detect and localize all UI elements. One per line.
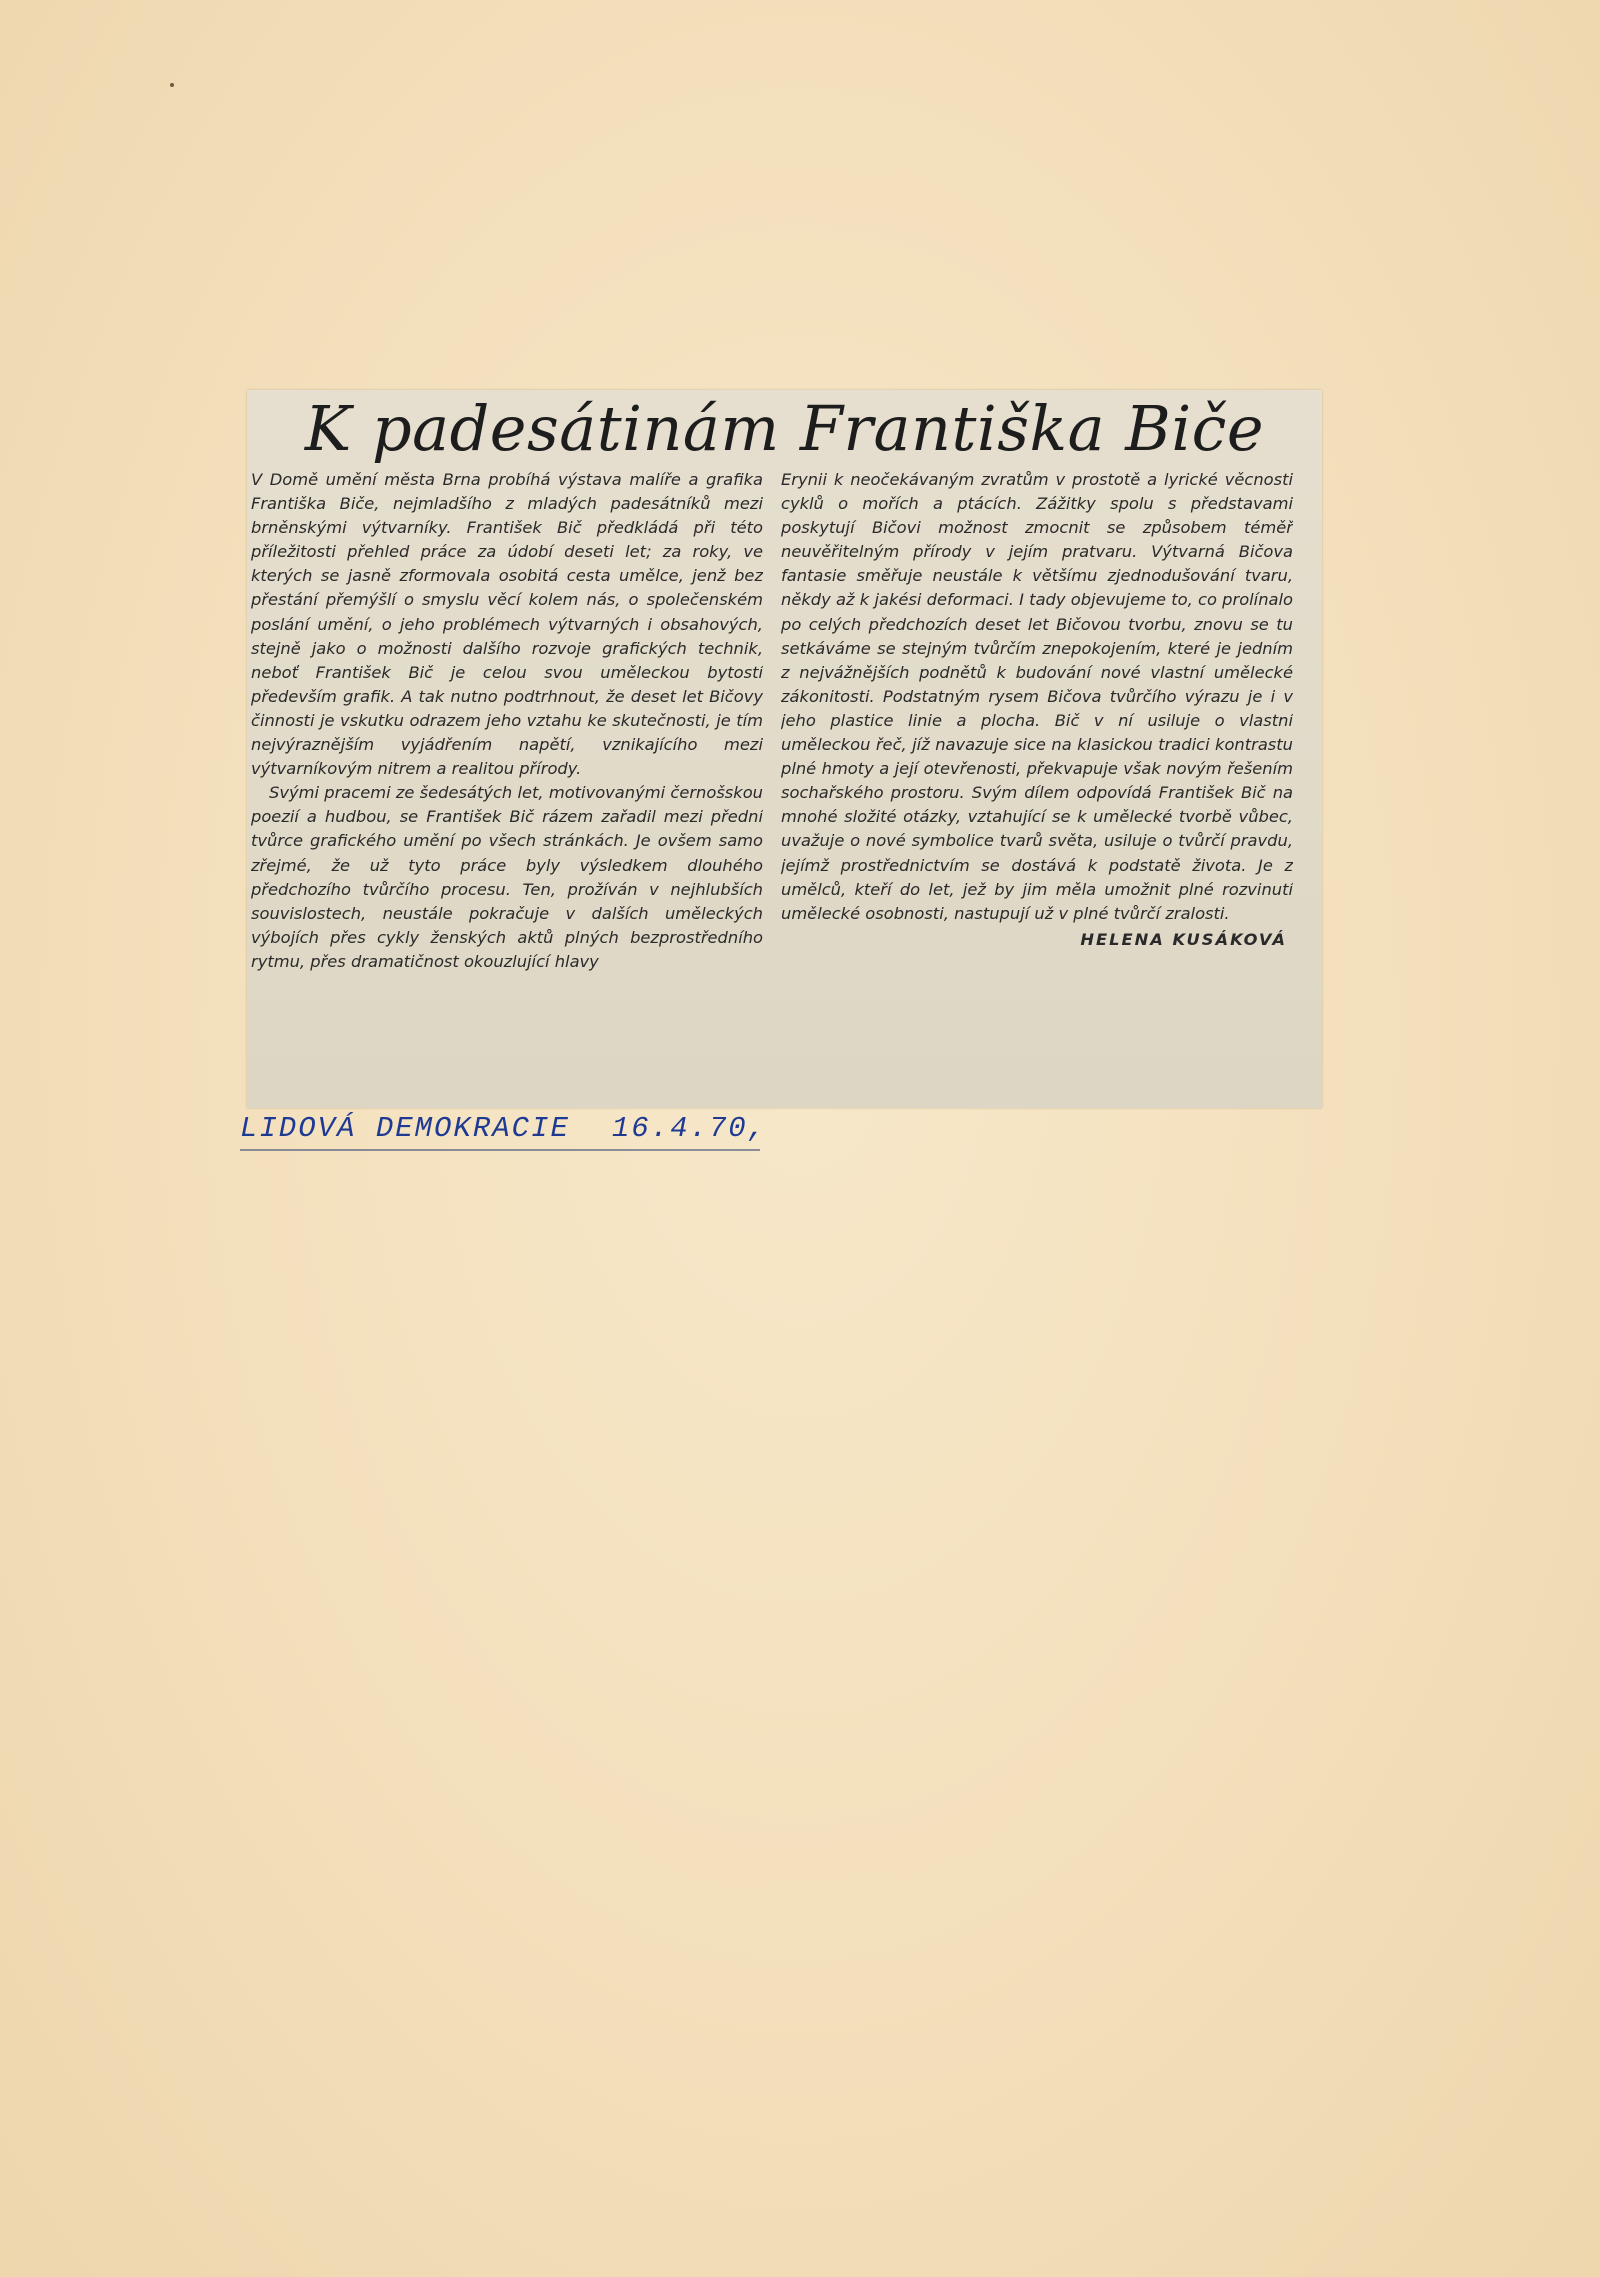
article-paragraph: V Domě umění města Brna probíhá výstava malíře a grafika Františka Biče, nejmladšího z mladých padesátníků mezi brněnskými výtvarníky. František Bič předkládá při této příležitosti přehled práce za údobí deseti let; za roky, ve kterých se jasně zformovala osobitá cesta umělce, jenž bez přestání přemýšlí o smyslu věcí kolem nás, o společenském poslání umění, o jeho problémech výtvarných i obsahových, stejně jako o možnosti dalšího rozvoje grafických technik, neboť František Bič je celou svou uměleckou bytostí především grafik. A tak nutno podtrhnout, že deset let Bičovy činnosti je vskutku odrazem jeho vztahu ke skutečnosti, je tím nejvýraznějším vyjádřením napětí, vznikajícího mezi výtvarníkovým nitrem a realitou přírody.	[251, 470, 763, 779]
article-headline: K padesátinám Františka Biče	[304, 392, 1265, 465]
handwritten-date: 16.4.70,	[611, 1112, 768, 1145]
paper-speck	[170, 83, 174, 87]
handwritten-source-note	[240, 1107, 768, 1151]
handwritten-source: LIDOVÁ DEMOKRACIE	[240, 1112, 570, 1145]
article-paragraph: Svými pracemi ze šedesátých let, motivovanými černošskou poezií a hudbou, se František Bič rázem zařadil mezi přední tvůrce grafického umění po všech stránkách. Je ovšem samo zřejmé, že už tyto práce byly výsledkem dlouhého předchozího tvůrčího procesu. Ten, prožíván v nejhlubších souvislostech, neustále pokračuje v dalších uměleckých výbojích přes cykly ženských aktů plných bezprostředního rytmu, přes dramatičnost okouzlující hlavy	[251, 783, 763, 971]
clipping-rule-line	[240, 1149, 760, 1151]
newspaper-clipping	[247, 390, 1322, 1108]
article-column-right	[781, 468, 1293, 1088]
article-paragraph: Erynii k neočekávaným zvratům v prostotě a lyrické věcnosti cyklů o mořích a ptácích. Zážitky spolu s představami poskytují Bičovi možnost zmocnit se způsobem téměř neuvěřitelným přírody v jejím pratvaru. Výtvarná Bičova fantasie směřuje neustále k většímu zjednodušování tvaru, někdy až k jakési deformaci. I tady objevujeme to, co prolínalo po celých předchozích deset let Bičovou tvorbu, znovu se tu setkáváme se stejným tvůrčím znepokojením, které je jedním z nejvážnějších podnětů k budování nové vlastní umělecké zákonitosti. Podstatným rysem Bičova tvůrčího výrazu je i v jeho plastice linie a plocha. Bič v ní usiluje o vlastní uměleckou řeč, jíž navazuje sice na klasickou tradici kontrastu plné hmoty a její otevřenosti, překvapuje však novým řešením sochařského prostoru. Svým dílem odpovídá František Bič na mnohé složité otázky, vztahující se k umělecké tvorbě vůbec, uvažuje o nové symbolice tvarů světa, usiluje o tvůrčí pravdu, jejímž prostřednictvím se dostává k podstatě života. Je z umělců, kteří do let, jež by jim měla umožnit plné rozvinutí umělecké osobnosti, nastupují už v plné tvůrčí zralosti.	[781, 470, 1293, 923]
article-column-left	[251, 468, 763, 1088]
article-author: HELENA KUSÁKOVÁ	[1080, 929, 1287, 949]
